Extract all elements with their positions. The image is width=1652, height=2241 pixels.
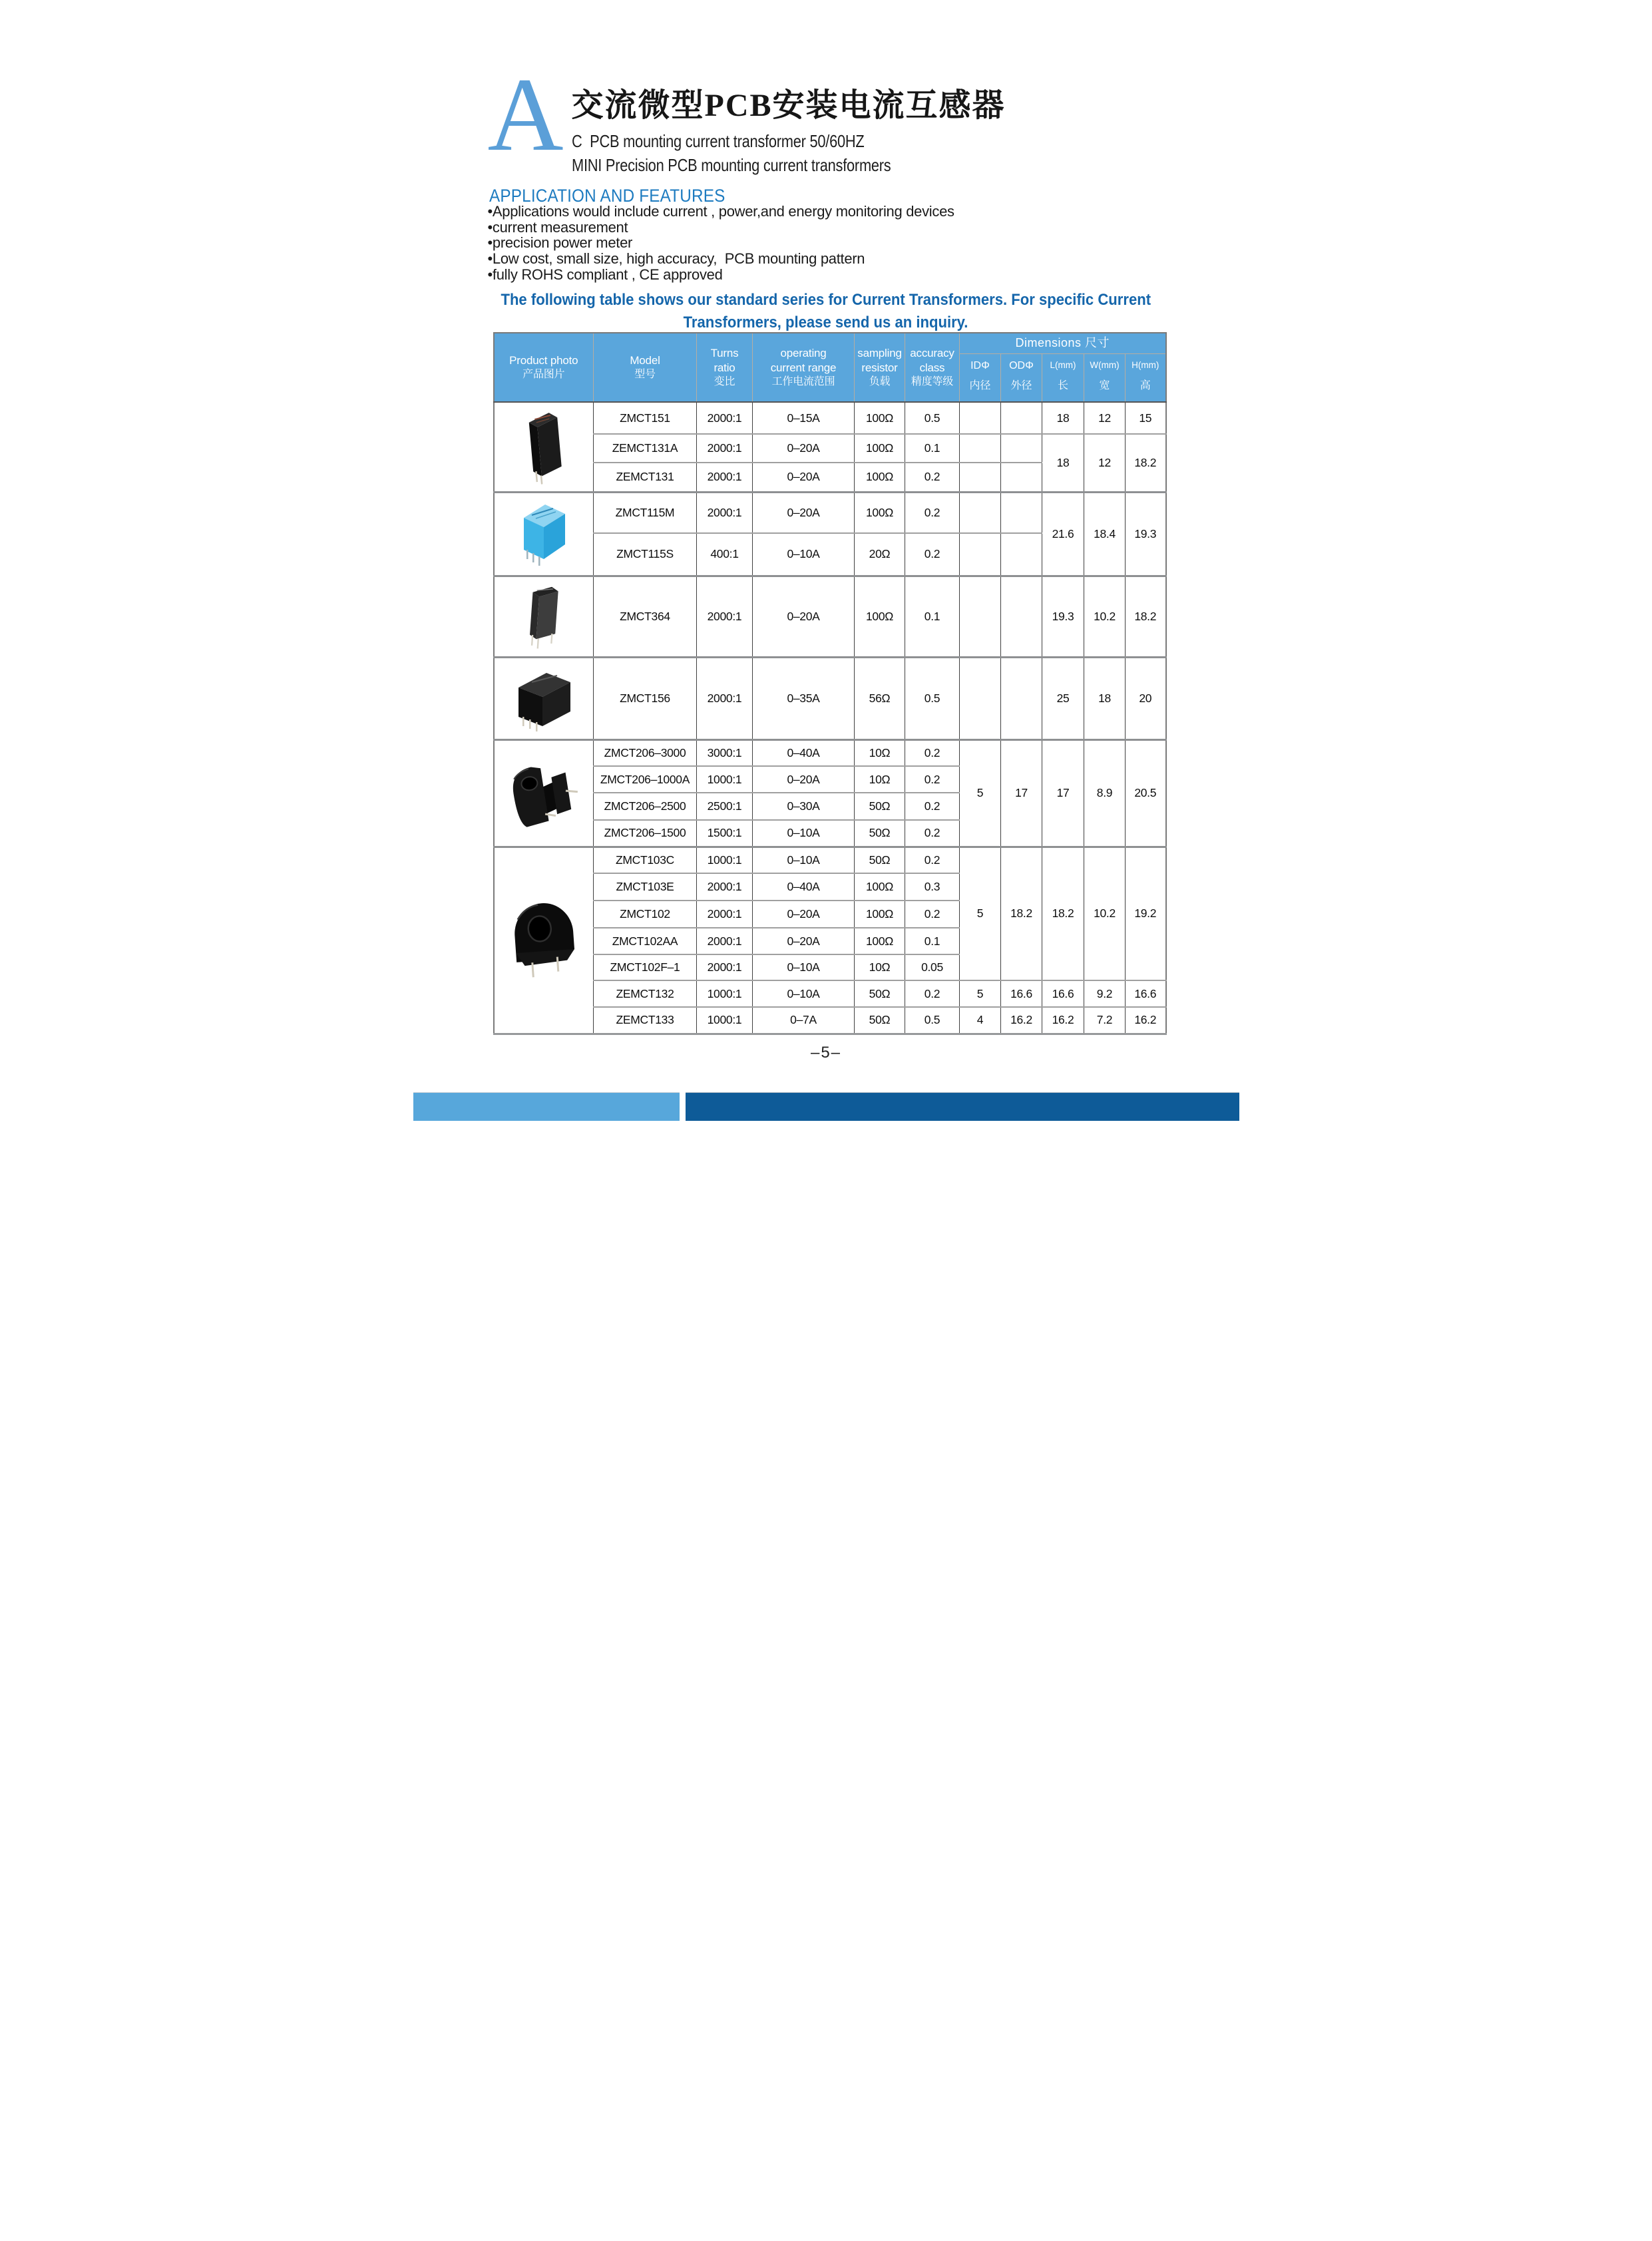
d-toroid-transformer-image	[503, 890, 584, 991]
cell-accuracy: 0.2	[905, 533, 960, 576]
cell-range: 0–15A	[753, 402, 855, 434]
cell-turns: 2000:1	[697, 402, 753, 434]
feature-item: •Applications would include current , power,and energy monitoring devices	[487, 203, 954, 220]
col-header-dimensions: Dimensions 尺寸	[960, 333, 1166, 353]
cell-resistor: 20Ω	[855, 533, 905, 576]
cell-model: ZMCT206–1500	[594, 820, 697, 847]
cell-model: ZEMCT131A	[594, 434, 697, 463]
black-box-transformer-image	[520, 408, 568, 485]
cell-range: 0–10A	[753, 820, 855, 847]
cell-resistor: 50Ω	[855, 980, 905, 1007]
product-photo-zmct102	[494, 847, 594, 1034]
cell-accuracy: 0.2	[905, 463, 960, 492]
cell-resistor: 100Ω	[855, 928, 905, 954]
cell-turns: 2000:1	[697, 901, 753, 928]
cell-turns: 1500:1	[697, 820, 753, 847]
cell-l-merged: 18	[1042, 434, 1084, 492]
cell-w: 12	[1084, 402, 1126, 434]
cell-range: 0–10A	[753, 980, 855, 1007]
section-heading: APPLICATION AND FEATURES	[489, 186, 725, 206]
black-cube-transformer-image	[509, 665, 578, 731]
cell-w: 10.2	[1084, 576, 1126, 657]
cell-id	[960, 657, 1001, 739]
cell-turns: 1000:1	[697, 1007, 753, 1034]
cell-accuracy: 0.5	[905, 657, 960, 739]
table-row	[494, 402, 1166, 434]
cell-id	[960, 533, 1001, 576]
cell-od-merged: 17	[1001, 739, 1042, 847]
cell-id: 5	[960, 980, 1001, 1007]
cell-model: ZMCT102	[594, 901, 697, 928]
cell-turns: 2000:1	[697, 463, 753, 492]
cell-w: 9.2	[1084, 980, 1126, 1007]
cell-id-merged: 5	[960, 739, 1001, 847]
feature-list	[488, 204, 954, 283]
datasheet-page	[413, 0, 1239, 1121]
cell-w-merged: 18.4	[1084, 492, 1126, 576]
cell-id: 4	[960, 1007, 1001, 1034]
page-subtitle-1: C PCB mounting current transformer 50/60HZ	[571, 131, 864, 152]
bottom-bar-light	[413, 1092, 680, 1121]
cell-range: 0–20A	[753, 766, 855, 793]
table-row	[494, 576, 1166, 657]
cell-turns: 2500:1	[697, 793, 753, 820]
product-photo-zmct115	[494, 492, 594, 576]
page-title-cn: 交流微型PCB安装电流互感器	[571, 88, 1006, 123]
cell-accuracy: 0.5	[905, 1007, 960, 1034]
cell-model: ZMCT103E	[594, 873, 697, 901]
cell-range: 0–35A	[753, 657, 855, 739]
cell-model: ZMCT102F–1	[594, 954, 697, 980]
feature-item: •fully ROHS compliant , CE approved	[487, 266, 723, 283]
cell-turns: 2000:1	[697, 954, 753, 980]
cell-h: 16.2	[1126, 1007, 1166, 1034]
cell-resistor: 100Ω	[855, 402, 905, 434]
cell-resistor: 100Ω	[855, 901, 905, 928]
cell-model: ZMCT102AA	[594, 928, 697, 954]
cell-accuracy: 0.1	[905, 434, 960, 463]
cell-resistor: 50Ω	[855, 820, 905, 847]
cell-od: 16.6	[1001, 980, 1042, 1007]
page-subtitle-2: MINI Precision PCB mounting current transformers	[571, 155, 891, 176]
cell-resistor: 50Ω	[855, 847, 905, 873]
cell-range: 0–40A	[753, 739, 855, 766]
cell-range: 0–7A	[753, 1007, 855, 1034]
cell-turns: 400:1	[697, 533, 753, 576]
cell-turns: 2000:1	[697, 576, 753, 657]
page-title-letter: A	[487, 57, 564, 173]
cell-od	[1001, 492, 1042, 533]
cell-l: 16.6	[1042, 980, 1084, 1007]
table-intro-line1: The following table shows our standard series for Current Transformers. For specific Current	[501, 291, 1151, 309]
cell-model: ZMCT156	[594, 657, 697, 739]
table-row	[494, 847, 1166, 873]
spec-table	[493, 332, 1167, 1035]
col-header-operating-range: operating current range 工作电流范围	[753, 333, 855, 402]
cell-model: ZMCT206–2500	[594, 793, 697, 820]
table-intro-line2: Transformers, please send us an inquiry.	[684, 313, 968, 332]
cell-l-merged: 18.2	[1042, 847, 1084, 980]
cell-turns: 2000:1	[697, 492, 753, 533]
cell-id-merged: 5	[960, 847, 1001, 980]
cell-w-merged: 8.9	[1084, 739, 1126, 847]
table-row	[494, 1007, 1166, 1034]
table-intro	[413, 291, 1239, 333]
cell-model: ZMCT115S	[594, 533, 697, 576]
cell-resistor: 50Ω	[855, 1007, 905, 1034]
cell-resistor: 100Ω	[855, 492, 905, 533]
cell-h: 15	[1126, 402, 1166, 434]
col-header-l: L(mm) 长	[1042, 353, 1084, 402]
product-photo-zmct364	[494, 576, 594, 657]
cell-resistor: 100Ω	[855, 576, 905, 657]
cell-range: 0–10A	[753, 847, 855, 873]
cell-id	[960, 402, 1001, 434]
col-header-model: Model 型号	[594, 333, 697, 402]
cell-model: ZMCT115M	[594, 492, 697, 533]
cell-model: ZMCT364	[594, 576, 697, 657]
cell-accuracy: 0.1	[905, 928, 960, 954]
cell-od	[1001, 434, 1042, 463]
cell-accuracy: 0.2	[905, 793, 960, 820]
cell-h-merged: 19.3	[1126, 492, 1166, 576]
cell-h-merged: 19.2	[1126, 847, 1166, 980]
table-row	[494, 492, 1166, 533]
cell-h: 18.2	[1126, 576, 1166, 657]
cell-id	[960, 463, 1001, 492]
cell-accuracy: 0.05	[905, 954, 960, 980]
cell-resistor: 10Ω	[855, 766, 905, 793]
table-row	[494, 657, 1166, 739]
col-header-od: ODΦ 外径	[1001, 353, 1042, 402]
cell-accuracy: 0.3	[905, 873, 960, 901]
cell-accuracy: 0.5	[905, 402, 960, 434]
cell-w-merged: 10.2	[1084, 847, 1126, 980]
cell-l: 19.3	[1042, 576, 1084, 657]
cell-accuracy: 0.2	[905, 901, 960, 928]
cell-resistor: 10Ω	[855, 954, 905, 980]
cell-od	[1001, 463, 1042, 492]
cell-resistor: 100Ω	[855, 873, 905, 901]
col-header-accuracy-class: accuracy class 精度等级	[905, 333, 960, 402]
cell-accuracy: 0.2	[905, 492, 960, 533]
product-photo-zmct151	[494, 402, 594, 492]
blue-cube-transformer-image	[515, 499, 573, 568]
cell-model: ZMCT151	[594, 402, 697, 434]
cell-h: 20	[1126, 657, 1166, 739]
cell-od	[1001, 533, 1042, 576]
cell-h-merged: 18.2	[1126, 434, 1166, 492]
cell-accuracy: 0.2	[905, 847, 960, 873]
gray-box-transformer-image	[522, 581, 566, 652]
cell-turns: 2000:1	[697, 873, 753, 901]
cell-range: 0–20A	[753, 492, 855, 533]
page-title-block	[572, 89, 1006, 176]
cell-accuracy: 0.1	[905, 576, 960, 657]
cell-accuracy: 0.2	[905, 739, 960, 766]
col-header-sampling-resistor: sampling resistor 负载	[855, 333, 905, 402]
cell-l-merged: 17	[1042, 739, 1084, 847]
cell-w-merged: 12	[1084, 434, 1126, 492]
page-number: –5–	[810, 1044, 842, 1062]
cell-h-merged: 20.5	[1126, 739, 1166, 847]
col-header-h: H(mm) 高	[1126, 353, 1166, 402]
cell-od-merged: 18.2	[1001, 847, 1042, 980]
col-header-turns-ratio: Turns ratio 变比	[697, 333, 753, 402]
feature-item: •current measurement	[487, 218, 628, 236]
cell-turns: 2000:1	[697, 657, 753, 739]
cell-model: ZMCT103C	[594, 847, 697, 873]
cell-id	[960, 434, 1001, 463]
cell-l: 25	[1042, 657, 1084, 739]
cell-id	[960, 576, 1001, 657]
cell-l-merged: 21.6	[1042, 492, 1084, 576]
product-photo-zmct206	[494, 739, 594, 847]
table-row	[494, 434, 1166, 463]
cell-model: ZEMCT133	[594, 1007, 697, 1034]
table-row	[494, 739, 1166, 766]
cell-w: 7.2	[1084, 1007, 1126, 1034]
cell-range: 0–10A	[753, 954, 855, 980]
feature-item: •Low cost, small size, high accuracy, PCB mounting pattern	[487, 250, 865, 268]
cell-od	[1001, 657, 1042, 739]
feature-item: •precision power meter	[487, 234, 633, 252]
cell-turns: 1000:1	[697, 847, 753, 873]
cell-resistor: 100Ω	[855, 463, 905, 492]
cell-accuracy: 0.2	[905, 820, 960, 847]
cell-od: 16.2	[1001, 1007, 1042, 1034]
cell-model: ZEMCT131	[594, 463, 697, 492]
cell-resistor: 100Ω	[855, 434, 905, 463]
cell-resistor: 10Ω	[855, 739, 905, 766]
cell-range: 0–20A	[753, 463, 855, 492]
col-header-id: IDΦ 内径	[960, 353, 1001, 402]
cell-turns: 1000:1	[697, 766, 753, 793]
cell-range: 0–20A	[753, 434, 855, 463]
cell-range: 0–40A	[753, 873, 855, 901]
cell-model: ZMCT206–1000A	[594, 766, 697, 793]
cell-id	[960, 492, 1001, 533]
cell-range: 0–30A	[753, 793, 855, 820]
toroid-comb-transformer-image	[505, 755, 583, 832]
cell-l: 18	[1042, 402, 1084, 434]
cell-range: 0–20A	[753, 576, 855, 657]
cell-w: 18	[1084, 657, 1126, 739]
cell-model: ZEMCT132	[594, 980, 697, 1007]
cell-od	[1001, 402, 1042, 434]
cell-range: 0–20A	[753, 901, 855, 928]
cell-resistor: 50Ω	[855, 793, 905, 820]
cell-h: 16.6	[1126, 980, 1166, 1007]
cell-range: 0–10A	[753, 533, 855, 576]
cell-turns: 2000:1	[697, 434, 753, 463]
product-photo-zmct156	[494, 657, 594, 739]
cell-accuracy: 0.2	[905, 766, 960, 793]
col-header-w: W(mm) 宽	[1084, 353, 1126, 402]
cell-resistor: 56Ω	[855, 657, 905, 739]
cell-od	[1001, 576, 1042, 657]
table-row	[494, 980, 1166, 1007]
col-header-product-photo: Product photo 产品图片	[494, 333, 594, 402]
cell-turns: 1000:1	[697, 980, 753, 1007]
cell-turns: 3000:1	[697, 739, 753, 766]
cell-turns: 2000:1	[697, 928, 753, 954]
bottom-bar-dark	[686, 1092, 1239, 1121]
cell-model: ZMCT206–3000	[594, 739, 697, 766]
cell-l: 16.2	[1042, 1007, 1084, 1034]
cell-range: 0–20A	[753, 928, 855, 954]
cell-accuracy: 0.2	[905, 980, 960, 1007]
